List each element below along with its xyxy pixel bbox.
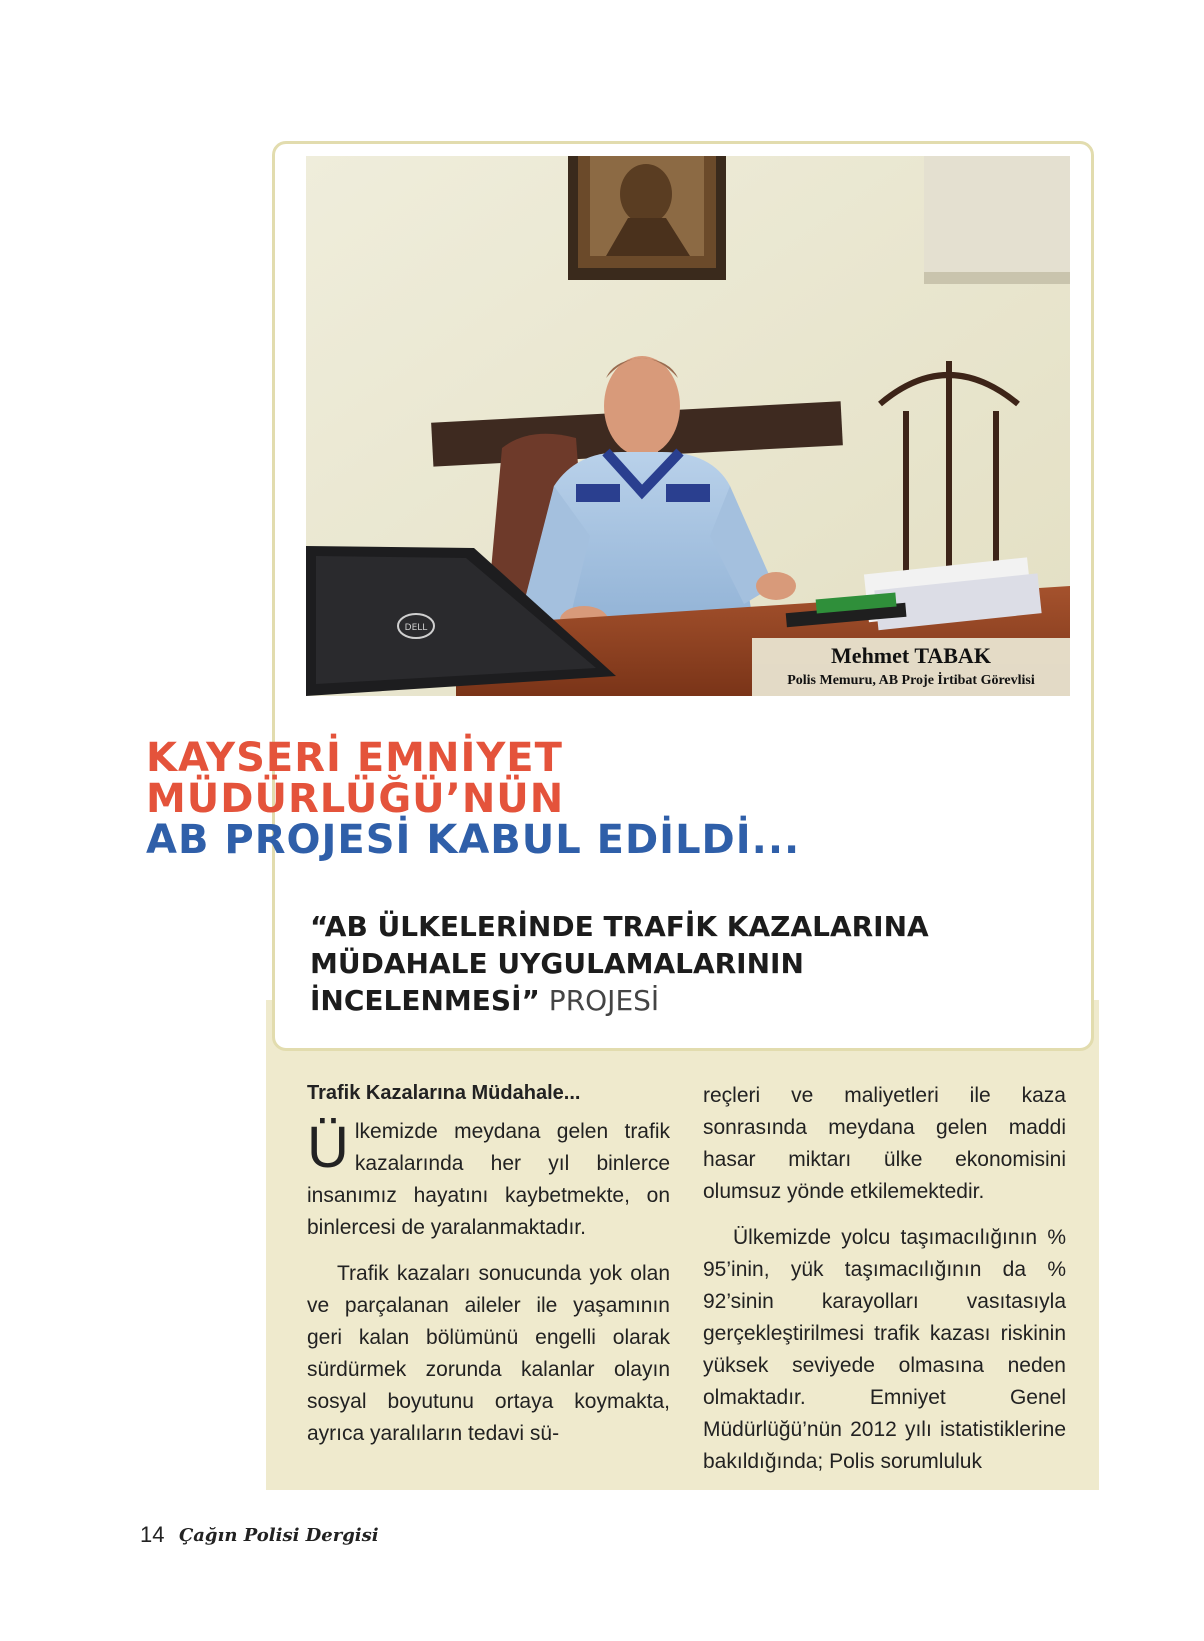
- page-footer: [140, 1522, 379, 1552]
- section-heading: Trafik Kazalarına Müdahale...: [307, 1082, 581, 1104]
- subtitle-line-1: “AB ÜLKELERİNDE TRAFİK KAZALARINA: [310, 910, 929, 943]
- paragraph-3: reçleri ve maliyetleri ile kaza sonrasında meydana gelen maddi hasar miktarı ülke ekonomisini olumsuz yönde etkilemektedir.: [703, 1084, 1066, 1203]
- headline-line-3: AB PROJESİ KABUL EDİLDİ...: [146, 817, 801, 863]
- laptop-logo: DELL: [404, 623, 428, 633]
- office-photo-illustration: [306, 156, 1070, 696]
- paragraph-1-text: lkemizde meydana gelen trafik kazalarında her yıl binlerce insanımız hayatını kaybetmekte, on binlercesi de yaralanmaktadır.: [307, 1120, 670, 1239]
- caption-role: Polis Memuru, AB Proje İrtibat Görevlisi: [787, 673, 1035, 688]
- subtitle-line-3-light: PROJESİ: [539, 984, 660, 1017]
- paragraph-1: [307, 1116, 670, 1244]
- headline-line-1: KAYSERİ EMNİYET: [146, 735, 563, 781]
- photo-caption: [752, 638, 1070, 696]
- article-headline: [146, 735, 1066, 863]
- paragraph-4: Ülkemizde yolcu taşımacılığının % 95’inin, yük taşımacılığının da % 92’sinin karayolları vasıtasıyla gerçekleştirilmesi trafik kazası riskinin yüksek seviyede olmasına neden olmaktadır. Emniyet Genel Müdürlüğü’nün 2012 yılı istatistiklerine bakıldığında; Polis sorumluluk: [703, 1226, 1066, 1473]
- subtitle-line-3-bold: İNCELENMESİ”: [310, 984, 540, 1017]
- text-column-left: [307, 1080, 670, 1464]
- article-photo: [306, 156, 1070, 696]
- magazine-name: Çağın Polisi Dergisi: [178, 1524, 379, 1546]
- caption-name: Mehmet TABAK: [831, 643, 991, 668]
- drop-cap: Ü: [307, 1115, 349, 1180]
- article-subtitle: [310, 908, 970, 1019]
- text-column-right: [703, 1080, 1066, 1492]
- paragraph-2: Trafik kazaları sonucunda yok olan ve parçalanan aileler ile yaşamının geri kalan bölümünü engelli olarak sürdürmek zorunda kalanlar olayın sosyal boyutunu ortaya koymakta, ayrıca yaralıların tedavi sü-: [307, 1262, 670, 1445]
- wall-cabinet: [924, 156, 1070, 284]
- headline-line-2: MÜDÜRLÜĞÜ’NÜN: [146, 776, 565, 822]
- wall-portrait: [568, 156, 726, 280]
- page-number: 14: [140, 1522, 165, 1547]
- subtitle-line-2: MÜDAHALE UYGULAMALARININ: [310, 947, 804, 980]
